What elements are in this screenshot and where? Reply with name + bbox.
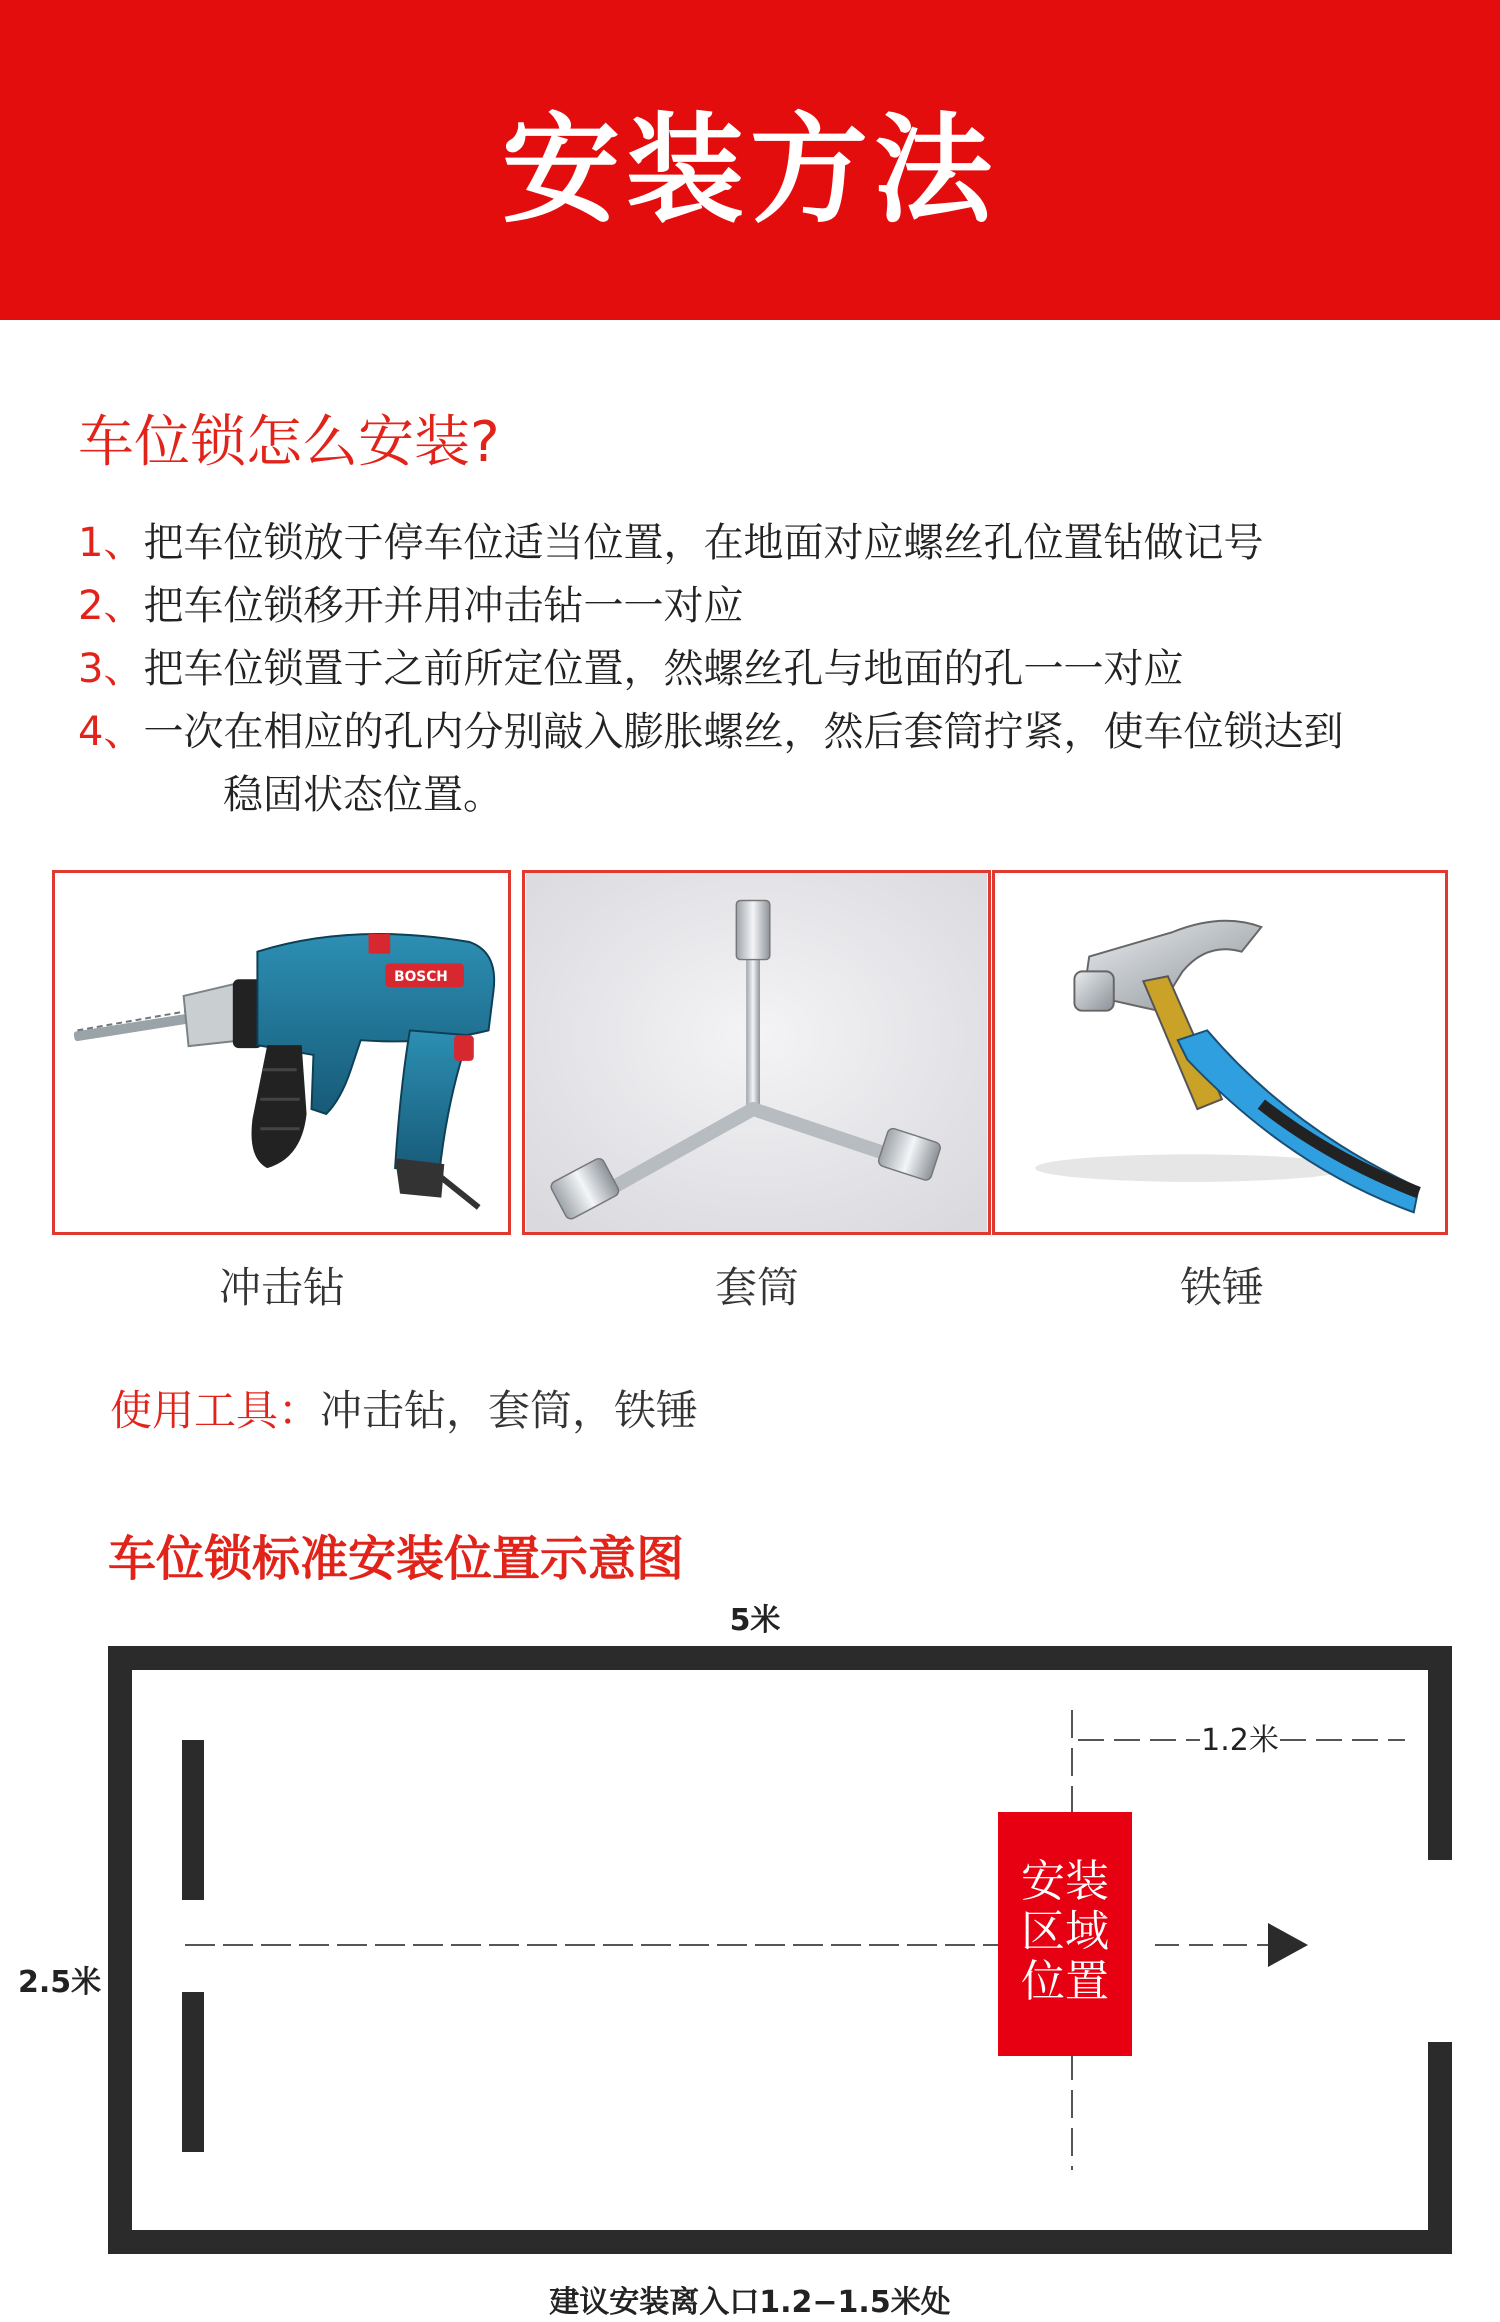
zone-label-line-1: 安装 [1021,1856,1109,1907]
tool-card-hammer [992,870,1448,1235]
tools-used-label: 使用工具： [110,1386,321,1435]
tools-used-line [110,1378,698,1438]
offset-label: 1.2米 [1201,1723,1279,1758]
tool-card-socket [522,870,991,1235]
tool-label-drill: 冲击钻 [218,1263,345,1312]
svg-text:BOSCH: BOSCH [394,969,448,986]
step-3 [78,638,1458,701]
tool-label-hammer: 铁锤 [1179,1263,1264,1312]
step-number: 2、 [78,583,144,629]
step-2 [78,575,1458,638]
step-1 [78,512,1458,575]
step-text: 一次在相应的孔内分别敲入膨胀螺丝，然后套筒拧紧，使车位锁达到 [143,709,1344,755]
banner-title: 安装方法 [501,101,998,239]
tools-used-value: 冲击钻，套筒，铁锤 [320,1386,699,1435]
step-text: 把车位锁放于停车位适当位置，在地面对应螺丝孔位置钻做记号 [143,520,1264,566]
diagram-caption: 建议安装离入口1.2−1.5米处 [549,2285,951,2320]
zone-label-line-3: 位置 [1021,1956,1109,2007]
step-4-continuation: 稳固状态位置。 [223,772,503,818]
impact-drill-image [55,873,508,1232]
step-number: 4、 [78,709,144,755]
wheel-stop-bottom [182,1992,204,2152]
width-label: 5米 [729,1603,781,1638]
step-4 [78,701,1458,764]
height-label: 2.5米 [18,1965,102,2000]
diagram-heading: 车位锁标准安装位置示意图 [108,1531,685,1587]
install-heading: 车位锁怎么安装? [78,410,500,475]
step-number: 1、 [78,520,144,566]
install-position-diagram [0,1590,1500,2322]
title-banner [0,0,1500,320]
entry-arrow-icon [1268,1923,1308,1967]
install-steps [78,512,1458,827]
wheel-stop-top [182,1740,204,1900]
step-number: 3、 [78,646,144,692]
claw-hammer-image [995,873,1445,1232]
tool-card-drill [52,870,511,1235]
tool-label-socket: 套筒 [714,1263,799,1312]
step-text: 把车位锁移开并用冲击钻一一对应 [143,583,744,629]
y-socket-wrench-image [525,873,988,1232]
zone-label-line-2: 区域 [1021,1906,1109,1957]
step-text: 把车位锁置于之前所定位置，然螺丝孔与地面的孔一一对应 [143,646,1184,692]
